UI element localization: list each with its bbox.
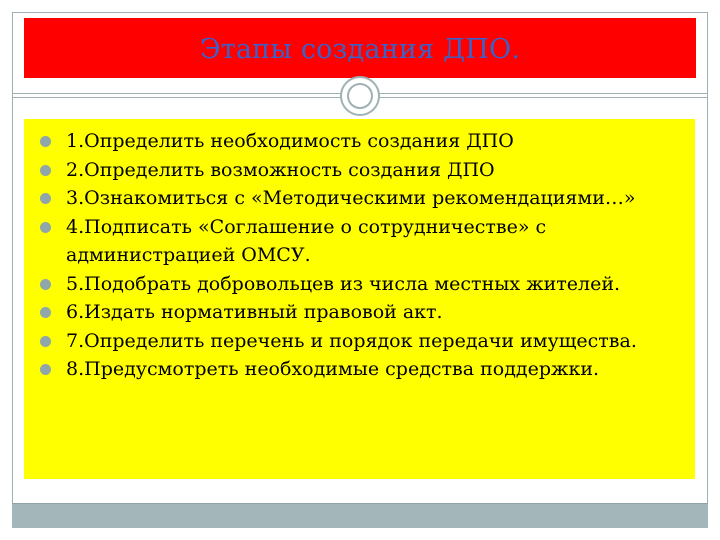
bullet-icon	[40, 193, 51, 204]
list-item	[34, 127, 681, 156]
step-text: 2.Определить возможность создания ДПО	[66, 158, 495, 181]
list-item	[34, 355, 681, 384]
step-text: 5.Подобрать добровольцев из числа местных жителей.	[66, 272, 621, 295]
bullet-icon	[40, 307, 51, 318]
bullet-icon	[40, 136, 51, 147]
bullet-icon	[40, 165, 51, 176]
step-text: 3.Ознакомиться с «Методическими рекомендациями…»	[66, 187, 636, 209]
bullet-icon	[40, 336, 51, 347]
bullet-icon	[40, 279, 51, 290]
step-text: 6.Издать нормативный правовой акт.	[66, 301, 443, 323]
step-text: 8.Предусмотреть необходимые средства поддержки.	[66, 358, 600, 380]
title-bar	[24, 18, 696, 78]
step-text: 7.Определить перечень и порядок передачи имущества.	[66, 329, 637, 352]
list-item	[34, 298, 681, 327]
step-text: 1.Определить необходимость создания ДПО	[66, 130, 514, 152]
list-item	[34, 213, 681, 270]
list-item	[34, 270, 681, 299]
list-item	[34, 327, 681, 356]
steps-list	[34, 127, 681, 384]
bullet-icon	[40, 364, 51, 375]
slide-title: Этапы создания ДПО.	[199, 33, 521, 65]
list-item	[34, 184, 681, 213]
list-item	[34, 156, 681, 185]
content-box	[24, 119, 695, 479]
bullet-icon	[40, 222, 51, 233]
circle-ornament-icon	[340, 76, 380, 116]
bottom-bar	[12, 503, 708, 528]
step-text: 4.Подписать «Соглашение о сотрудничестве» с администрацией ОМСУ.	[66, 215, 547, 266]
